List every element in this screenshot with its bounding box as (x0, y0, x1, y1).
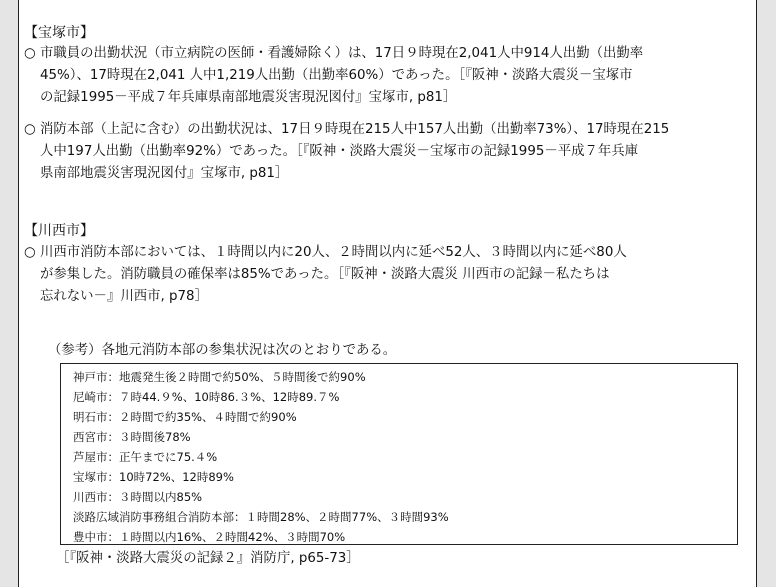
reference-line-akashi: 明石市：２時間で約35%、４時間で約90% (73, 410, 297, 424)
takarazuka-staff-attendance-item (24, 43, 746, 109)
reference-line-kobe: 神戸市：地震発生後２時間で約50%、５時間後で約90% (73, 370, 366, 384)
section-heading-kawanishi: 【川西市】 (24, 223, 94, 239)
reference-source-citation: ［『阪神・淡路大震災の記録２』消防庁, p65-73］ (56, 551, 360, 566)
reference-intro: （参考）各地元消防本部の参集状況は次のとおりである。 (48, 343, 397, 358)
right-margin-gutter (756, 0, 776, 587)
reference-line-amagasaki: 尼崎市：７時44.９%、10時86.３%、12時89.７% (73, 390, 340, 404)
paragraph-line: 忘れない－』川西市, p78］ (40, 289, 208, 304)
reference-line-nishinomiya: 西宮市：３時間後78% (73, 430, 191, 444)
section-heading-takarazuka: 【宝塚市】 (24, 25, 94, 41)
takarazuka-fire-dept-attendance-item (24, 119, 746, 185)
bullet-mark: ○ (24, 245, 36, 260)
reference-line-ashiya: 芦屋市：正午までに75.４% (73, 450, 218, 464)
reference-line-kawanishi: 川西市：３時間以内85% (73, 490, 203, 504)
paragraph-line: 45%）、17時現在2,041 人中1,219人出勤（出勤率60%）であった。［『阪神・淡路大震災－宝塚市 (40, 68, 633, 83)
reference-box (60, 363, 738, 545)
bullet-mark: ○ (24, 46, 36, 61)
reference-line-toyonaka: 豊中市：１時間以内16%、２時間42%、３時間70% (73, 530, 346, 544)
document-content (20, 0, 754, 587)
paragraph-line: 県南部地震災害現況図付』宝塚市, p81］ (40, 166, 289, 181)
paragraph-line: の記録1995－平成７年兵庫県南部地震災害現況図付』宝塚市, p81］ (40, 90, 457, 105)
paragraph-line: 川西市消防本部においては、１時間以内に20人、２時間以内に延べ52人、３時間以内に延べ80人 (40, 245, 627, 260)
bullet-mark: ○ (24, 122, 36, 137)
reference-line-takarazuka: 宝塚市：10時72%、12時89% (73, 470, 234, 484)
paragraph-line: 消防本部（上記に含む）の出勤状況は、17日９時現在215人中157人出勤（出勤率73%）、17時現在215 (40, 122, 670, 137)
left-margin-gutter (0, 0, 19, 587)
paragraph-line: 人中197人出勤（出勤率92%）であった。［『阪神・淡路大震災－宝塚市の記録1995－平成７年兵庫 (40, 144, 639, 159)
paragraph-line: が参集した。消防職員の確保率は85%であった。［『阪神・淡路大震災 川西市の記録－私たちは (40, 267, 610, 282)
kawanishi-fire-dept-item (24, 242, 746, 308)
paragraph-line: 市職員の出勤状況（市立病院の医師・看護婦除く）は、17日９時現在2,041人中914人出勤（出勤率 (40, 46, 644, 61)
reference-line-awaji: 淡路広域消防事務組合消防本部：１時間28%、２時間77%、３時間93% (73, 510, 449, 524)
